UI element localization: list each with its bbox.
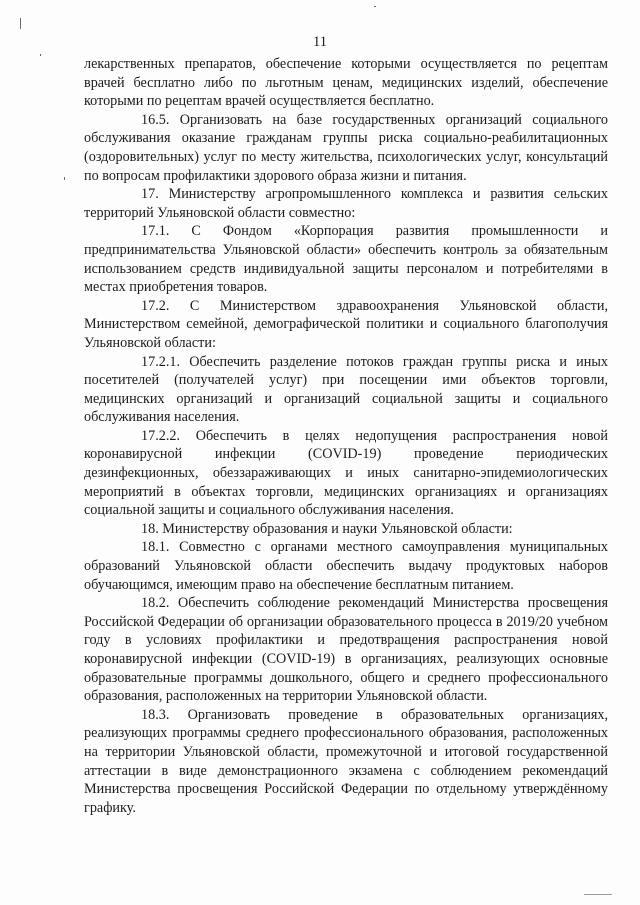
paragraph-continuation: лекарственных препаратов, обеспечение которыми осуществляется по рецептам врачей бесплатно либо по льготным ценам, медицинских изделий, обеспечение которыми по рецептам врачей осуществляется бесплатно. [84, 56, 608, 110]
document-body [84, 55, 608, 817]
paragraph-17: 17. Министерству агропромышленного комплекса и развития сельских территорий Ульяновской области совместно: [84, 186, 608, 221]
page-number: 11 [313, 34, 327, 50]
paragraph-18-2: 18.2. Обеспечить соблюдение рекомендаций Министерства просвещения Российской Федерации об организации образовательного процесса в 2019/20 учебном году в условиях профилактики и предотвращения распространения новой коронавирусной инфекции (COVID-19) в организациях, реализующих основные образовательные программы дошкольного, общего и среднего профессионального образования, расположенных на территории Ульяновской области. [84, 595, 608, 705]
scan-artifact-mark [40, 54, 41, 56]
paragraph-18-1: 18.1. Совместно с органами местного самоуправления муниципальных образований Ульяновской области обеспечить выдачу продуктовых наборов обучающимся, имеющим право на обеспечение бесплатным питанием. [84, 539, 608, 593]
scan-artifact-mark [584, 894, 612, 895]
paragraph-17-2-1: 17.2.1. Обеспечить разделение потоков граждан группы риска и иных посетителей (получателей услуг) при посещении ими объектов торговли, медицинских организаций и организаций социальной защиты и социального обслуживания населения. [84, 353, 608, 426]
paragraph-18-3: 18.3. Организовать проведение в образовательных организациях, реализующих программы среднего профессионального образования, расположенных на территории Ульяновской области, промежуточной и итоговой государственной аттестации в виде демонстрационного экзамена с соблюдением рекомендаций Министерства просвещения Российской Федерации по отдельному утверждённому графику. [84, 706, 608, 816]
scan-artifact-mark [64, 177, 65, 180]
scan-artifact-mark [20, 18, 21, 29]
paragraph-17-2-2: 17.2.2. Обеспечить в целях недопущения распространения новой коронавирусной инфекции (COVID-19) проведение периодических дезинфекционных, обеззараживающих и иных санитарно-эпидемиологических мероприятий в объектах торговли, медицинских организациях и организациях социальной защиты и социального обслуживания населения. [84, 427, 608, 519]
paragraph-18: 18. Министерству образования и науки Ульяновской области: [141, 520, 513, 537]
scan-artifact-mark [374, 6, 376, 7]
paragraph-17-2: 17.2. С Министерством здравоохранения Ульяновской области, Министерством семейной, демографической политики и социального благополучия Ульяновской области: [84, 297, 608, 351]
paragraph-16-5: 16.5. Организовать на базе государственных организаций социального обслуживания оказание гражданам группы риска социально-реабилитационных (оздоровительных) услуг по месту жительства, психологических услуг, консультаций по вопросам профилактики здорового образа жизни и питания. [84, 111, 608, 184]
paragraph-17-1: 17.1. С Фондом «Корпорация развития промышленности и предпринимательства Ульяновской области» обеспечить контроль за обязательным использованием средств индивидуальной защиты персоналом и потребителями в местах приобретения товаров. [84, 223, 608, 296]
